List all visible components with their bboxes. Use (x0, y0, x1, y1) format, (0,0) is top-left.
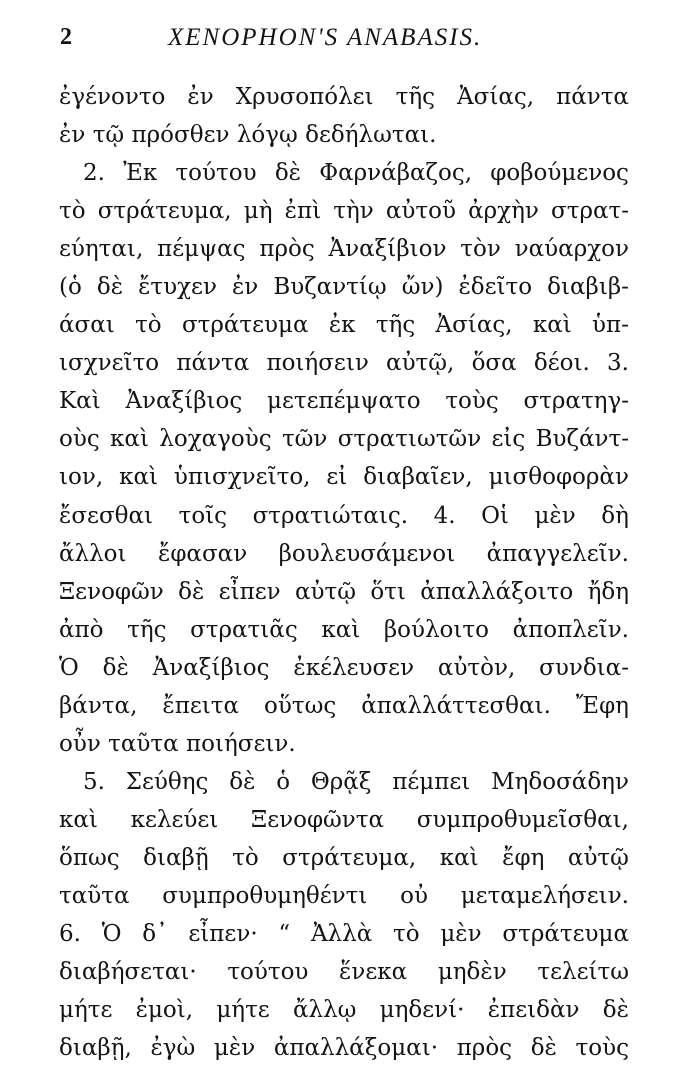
word: δὲ (96, 274, 124, 301)
word: Βυζάντ- (535, 426, 629, 453)
word: τὸ (59, 198, 86, 225)
word: τῆς (395, 84, 436, 110)
word: στράτευμα (181, 312, 309, 339)
text-line (59, 78, 629, 116)
word: οὖν (59, 730, 101, 757)
word: ὅπως (59, 844, 120, 871)
text-line (59, 573, 629, 611)
word: αὐτῷ, (386, 350, 455, 377)
word: ἀπὸ (59, 616, 104, 643)
word: στρατ- (551, 198, 629, 225)
word: δὲ (602, 997, 629, 1024)
word: τῶν (281, 426, 328, 453)
word: Ἀσίας, (457, 84, 535, 110)
text-line (59, 687, 629, 725)
word: εἰ (326, 464, 348, 491)
word: Ξενοφῶντα (251, 806, 385, 833)
word: αὐτοῦ (385, 198, 456, 225)
word: καὶ (321, 616, 361, 643)
text-line (59, 382, 629, 420)
word: Καὶ (59, 388, 101, 415)
word: Βυζαντίῳ (273, 274, 387, 301)
word: οὐ (400, 882, 428, 909)
word: (ὁ (59, 274, 82, 301)
word: αὐτῷ (294, 578, 356, 605)
word: 6. (59, 921, 81, 948)
word: στράτευμα, (282, 844, 417, 871)
word: 2. (83, 160, 105, 187)
word: Οἱ (481, 502, 509, 529)
word: “ (278, 921, 291, 948)
text-line (59, 458, 629, 496)
word: στρατιᾶς (190, 616, 298, 643)
word: τοὺς (575, 1035, 629, 1062)
word: μὲν (213, 1035, 256, 1062)
word: μὲν (534, 502, 576, 529)
word: στρατιώταις. (252, 502, 409, 529)
word: βουλευσάμενοι (278, 540, 456, 567)
text-line (59, 497, 629, 535)
text-line (59, 420, 629, 458)
word: ἀποπλεῖν. (512, 616, 629, 643)
word: ἀπαλλάξοιτο (420, 578, 574, 605)
text-line (59, 1029, 629, 1067)
word: τελείτω (537, 959, 629, 986)
word: ἐγὼ (150, 1035, 196, 1062)
word: Φαρνάβαζος, (319, 160, 473, 187)
word: διαβῇ (143, 844, 209, 871)
word: τῷ (92, 122, 125, 149)
text-line (59, 192, 629, 230)
word: ὑπ- (592, 312, 629, 339)
word: άσαι (59, 312, 115, 339)
word: τοὺς (445, 388, 499, 415)
text-line (59, 877, 629, 915)
word: ἀπαγγελεῖν. (486, 540, 629, 567)
word: ἐν (231, 274, 259, 301)
word: Ἀναξίβιον (328, 236, 447, 263)
word: τούτου (227, 959, 309, 986)
word: τὴν (333, 198, 374, 225)
word: λόγῳ (236, 122, 298, 149)
word: ποιήσειν (266, 350, 369, 377)
word: ἀπαλλάττεσθαι. (361, 692, 551, 719)
text-line (59, 763, 629, 801)
word: Ἀσίας, (435, 312, 513, 339)
word: συνδια- (539, 654, 629, 681)
text-line (59, 306, 629, 344)
word: τὸν (460, 236, 501, 263)
word: καὶ (119, 464, 159, 491)
word: ισχνεῖτο (59, 350, 160, 377)
word: ἄλλῳ (292, 997, 357, 1024)
word: διαβαῖεν, (363, 464, 473, 491)
word: τούτου (175, 160, 257, 187)
text-line (59, 535, 629, 573)
word: Ἀναξίβιος (125, 388, 243, 415)
word: εἶπεν· (188, 921, 258, 948)
word: Ἐκ (123, 160, 158, 187)
word: τὸ (135, 312, 162, 339)
word: δὲ (102, 654, 129, 681)
word: ταῦτα (108, 730, 179, 757)
word: ἐν (187, 84, 214, 110)
text-line (59, 230, 629, 268)
word: λοχαγοὺς (159, 426, 272, 453)
word: ἐπειδὰν (487, 997, 580, 1024)
word: πρόσθεν (131, 122, 230, 149)
word: στρατιωτῶν (337, 426, 482, 453)
word: ἐδεῖτο (458, 274, 533, 301)
word: καὶ (439, 844, 479, 871)
word: δεδήλωται. (305, 122, 437, 149)
running-head (0, 20, 693, 60)
word: ιον, (59, 464, 104, 491)
word: δὲ (229, 768, 256, 795)
word: εἶπεν (218, 578, 281, 605)
word: ἔσεσθαι (59, 502, 154, 529)
word: ὑπισχνεῖτο, (173, 464, 311, 491)
text-line (59, 344, 629, 382)
word: πάντα (556, 84, 629, 110)
word: ἔφη (502, 844, 545, 871)
text-line (59, 154, 629, 192)
word: μισθοφορὰν (488, 464, 629, 491)
word: οὕτως (264, 692, 337, 719)
text-line (59, 953, 629, 991)
word: πρὸς (456, 1035, 513, 1062)
word: δὴ (601, 502, 629, 529)
word: ὤν) (401, 274, 444, 301)
word: τὸ (232, 844, 259, 871)
text-line (59, 268, 629, 306)
word: ἐκ (328, 312, 356, 339)
word: ἀρχὴν (468, 198, 539, 225)
word: ἐπὶ (284, 198, 322, 225)
word: τῆς (127, 616, 167, 643)
word: 3. (607, 350, 629, 377)
word: στράτευμα, (97, 198, 232, 225)
text-line (59, 611, 629, 649)
word: ὁ (276, 768, 291, 795)
word: οὺς (59, 426, 100, 453)
word: Ἀλλὰ (310, 921, 373, 948)
word: Μηδοσάδην (491, 768, 629, 795)
word: ναύαρχον (514, 236, 629, 263)
word: μὲν (440, 921, 482, 948)
word: μήτε (216, 997, 270, 1024)
word: ποιήσειν. (186, 730, 296, 757)
word: αὐτὸν, (437, 654, 516, 681)
word: ἐκέλευσεν (293, 654, 415, 681)
word: μήτε (59, 997, 113, 1024)
word: πέμψας (157, 236, 246, 263)
text-line (59, 649, 629, 687)
text-line (59, 725, 629, 763)
word: ἤδη (587, 578, 629, 605)
word: ὅτι (370, 578, 406, 605)
word: εύηται, (59, 236, 144, 263)
word: Ξενοφῶν (59, 578, 164, 605)
text-line (59, 991, 629, 1029)
word: πέμπει (392, 768, 471, 795)
word: μηδὲν (437, 959, 507, 986)
word: Ἔφη (575, 692, 629, 719)
word: Ὁ (101, 921, 122, 948)
word: Θρᾷξ (310, 768, 372, 795)
word: στρατηγ- (523, 388, 629, 415)
body-text (59, 78, 629, 1067)
word: διαβήσεται· (59, 959, 197, 986)
word: δὲ (274, 160, 302, 187)
word: πάντα (176, 350, 250, 377)
word: καὶ (110, 426, 149, 453)
word: εἰς (491, 426, 526, 453)
text-line (59, 116, 629, 154)
word: Ἀναξίβιος (152, 654, 270, 681)
word: δέοι. (533, 350, 590, 377)
word: βούλοιτο (383, 616, 489, 643)
word: διαβιβ- (547, 274, 629, 301)
word: Σεύθης (125, 768, 209, 795)
word: τῆς (375, 312, 416, 339)
word: αὐτῷ (567, 844, 629, 871)
word: μεταμελήσειν. (460, 882, 629, 909)
word: ὅσα (471, 350, 517, 377)
book-title: XENOPHON'S ANABASIS. (168, 24, 483, 51)
word: διαβῇ, (59, 1035, 132, 1062)
word: δ᾽ (142, 921, 168, 948)
word: κελεύει (130, 806, 219, 833)
word: πρὸς (259, 236, 315, 263)
word: τὸ (393, 921, 420, 948)
word: μετεπέμψατο (267, 388, 421, 415)
word: ἐμοὶ, (135, 997, 194, 1024)
word: συμπροθυμηθέντι (162, 882, 368, 909)
word: Ὁ (59, 654, 79, 681)
word: Χρυσοπόλει (235, 84, 374, 110)
word: τοῖς (178, 502, 228, 529)
word: βάντα, (59, 692, 138, 719)
word: στράτευμα (502, 921, 629, 948)
word: ἔτυχεν (138, 274, 217, 301)
word: ἕνεκα (339, 959, 408, 986)
page-number: 2 (60, 24, 72, 50)
word: ἄλλοι (59, 540, 127, 567)
word: 4. (433, 502, 456, 529)
text-line (59, 801, 629, 839)
text-line (59, 915, 629, 953)
text-line (59, 839, 629, 877)
word: ἐγένοντο (59, 84, 166, 110)
word: συμπροθυμεῖσθαι, (416, 806, 629, 833)
word: ἔφασαν (157, 540, 248, 567)
word: δὲ (178, 578, 205, 605)
word: ἀπαλλάξομαι· (273, 1035, 439, 1062)
word: καὶ (59, 806, 98, 833)
word: δὲ (530, 1035, 557, 1062)
word: 5. (83, 768, 105, 795)
word: μὴ (243, 198, 273, 225)
word: φοβούμενος (490, 160, 629, 187)
word: ἐν (59, 122, 86, 149)
word: μηδενί· (379, 997, 465, 1024)
word: ἔπειτα (162, 692, 240, 719)
word: καὶ (532, 312, 572, 339)
word: ταῦτα (59, 882, 130, 909)
